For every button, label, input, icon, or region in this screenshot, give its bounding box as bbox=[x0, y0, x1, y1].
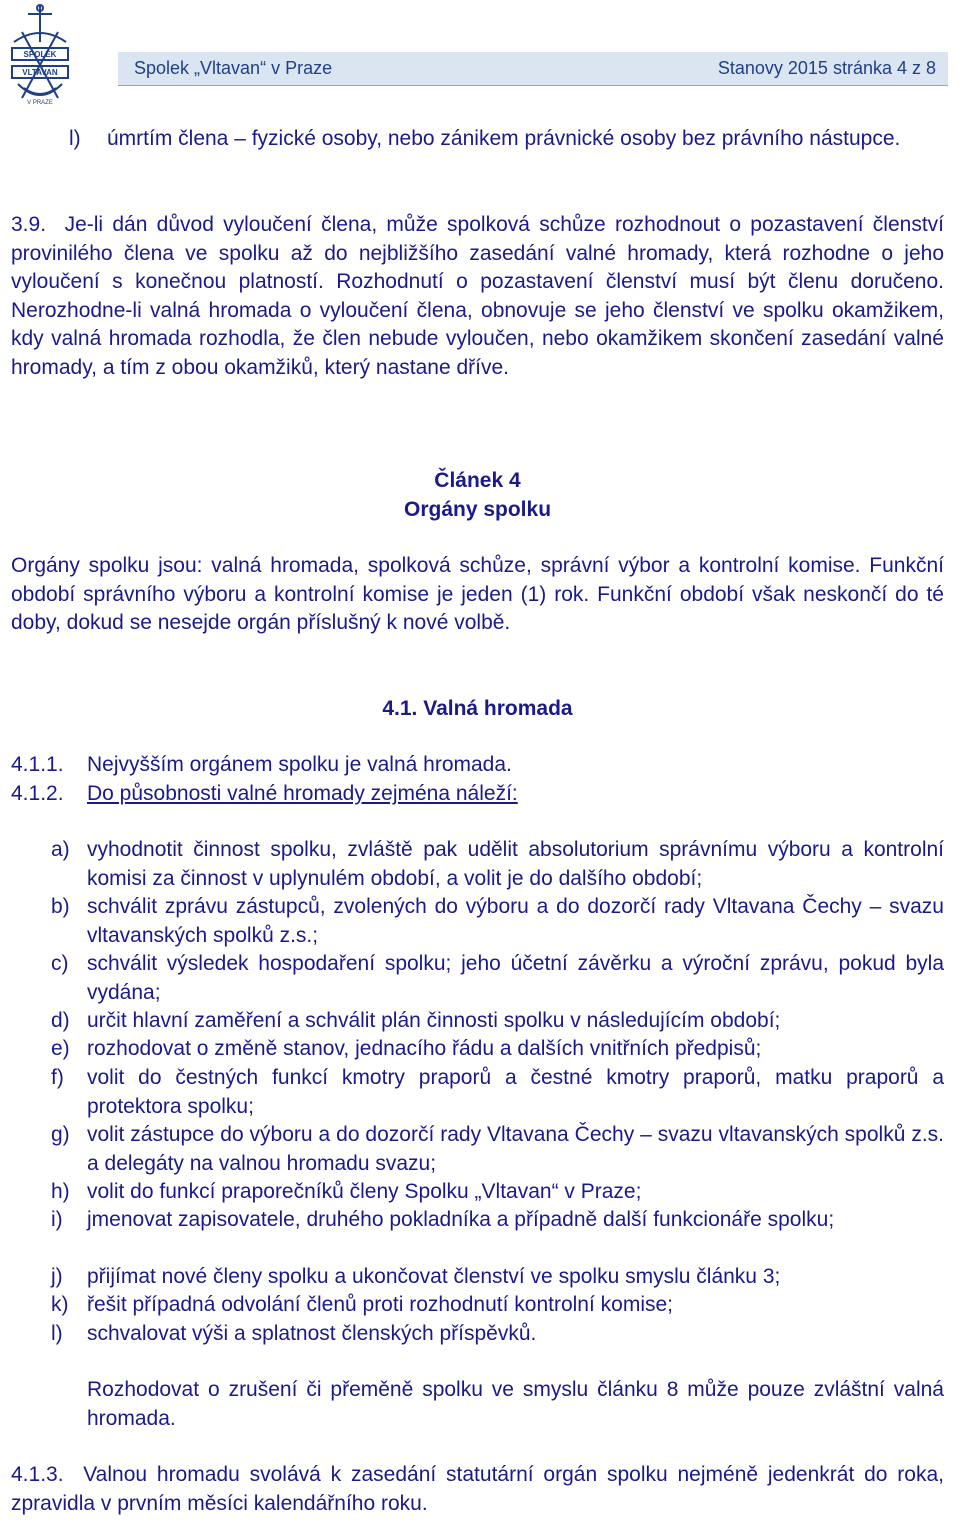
list-item-text: volit do čestných funkcí kmotry praporů a čestné kmotry praporů, matku praporů a protektora spolku; bbox=[87, 1066, 944, 1118]
list-item-text: přijímat nové členy spolku a ukončovat členství ve spolku smyslu článku 3; bbox=[87, 1265, 781, 1288]
list-item-text: volit do funkcí praporečníků členy Spolku „Vltavan“ v Praze; bbox=[87, 1180, 642, 1203]
section-4-1-title: 4.1. Valná hromada bbox=[382, 697, 573, 720]
paragraph-3-9 bbox=[11, 211, 944, 382]
clause-text: Valnou hromadu svolává k zasedání statutární orgán spolku nejméně jedenkrát do roka, zpravidla v prvním měsíci kalendářního roku. bbox=[11, 1463, 944, 1515]
list-item-label: c) bbox=[51, 952, 69, 975]
page-header bbox=[118, 52, 948, 86]
list-item-label: k) bbox=[51, 1293, 69, 1316]
list-item-text: volit zástupce do výboru a do dozorčí rady Vltavana Čechy – svazu vltavanských spolků z.s. a delegáty na valnou hromadu svazu; bbox=[87, 1123, 944, 1175]
list-item-text: schvalovat výši a splatnost členských příspěvků. bbox=[87, 1322, 537, 1345]
list-item-label: l) bbox=[51, 1322, 63, 1345]
list-item-label: i) bbox=[51, 1208, 63, 1231]
note-text: Rozhodovat o zrušení či přeměně spolku ve smyslu článku 8 může pouze zvláštní valná hromada. bbox=[87, 1378, 944, 1430]
list-item-label: e) bbox=[51, 1037, 70, 1060]
list-item-label: b) bbox=[51, 895, 70, 918]
paragraph-label: 3.9. bbox=[11, 213, 47, 236]
list-item-text: řešit případná odvolání členů proti rozhodnutí kontrolní komise; bbox=[87, 1293, 674, 1316]
list-item-text: rozhodovat o změně stanov, jednacího řádu a dalších vnitřních předpisů; bbox=[87, 1037, 762, 1060]
list-item-text: určit hlavní zaměření a schválit plán činnosti spolku v následujícím období; bbox=[87, 1009, 781, 1032]
header-org-name: Spolek „Vltavan“ v Praze bbox=[134, 58, 333, 78]
list-item-label: l) bbox=[69, 127, 81, 150]
svg-text:V PRAZE: V PRAZE bbox=[27, 100, 53, 106]
clause-label: 4.1.1. bbox=[11, 753, 64, 776]
list-item-text: úmrtím člena – fyzické osoby, nebo zánikem právnické osoby bez právního nástupce. bbox=[107, 127, 901, 150]
list-item-text: jmenovat zapisovatele, druhého pokladníka a případně další funkcionáře spolku; bbox=[87, 1208, 835, 1231]
list-item-label: g) bbox=[51, 1123, 70, 1146]
clause-text: Nejvyšším orgánem spolku je valná hromada. bbox=[87, 753, 512, 776]
article-number: Článek 4 bbox=[434, 469, 521, 492]
list-item-label: a) bbox=[51, 838, 70, 861]
clause-text: Do působnosti valné hromady zejména náleží: bbox=[87, 782, 518, 805]
list-item-text: schválit zprávu zástupců, zvolených do výboru a do dozorčí rady Vltavana Čechy – svazu vltavanských spolků z.s.; bbox=[87, 895, 944, 947]
article-4-intro: Orgány spolku jsou: valná hromada, spolková schůze, správní výbor a kontrolní komise. Funkční období správního výboru a kontrolní komise je jeden (1) rok. Funkční období však neskončí do té doby, dokud se nesejde orgán příslušný k nové volbě. bbox=[11, 554, 944, 634]
list-item-label: j) bbox=[51, 1265, 63, 1288]
list-item-text: vyhodnotit činnost spolku, zvláště pak udělit absolutorium správnímu výboru a kontrolní komisi za činnost v uplynulém období, a volit je do dalšího období; bbox=[87, 838, 944, 890]
article-title: Orgány spolku bbox=[403, 498, 552, 521]
header-page-info: Stanovy 2015 stránka 4 z 8 bbox=[717, 58, 936, 78]
list-item-label: d) bbox=[51, 1009, 70, 1032]
svg-text:SPOLEK: SPOLEK bbox=[23, 50, 57, 59]
svg-text:VLTAVAN: VLTAVAN bbox=[22, 68, 58, 77]
paragraph-text: Je-li dán důvod vyloučení člena, může spolková schůze rozhodnout o pozastavení členství provinilého člena ve spolku až do nejbližšího zasedání valné hromady, která rozhodne o jeho vyloučení s konečnou platností. Rozhodnutí o pozastavení členství musí být členu doručeno. Nerozhodne-li valná hromada o vyloučení člena, obnovuje se jeho členství ve spolku okamžikem, kdy valná hromada rozhodla, že člen nebude vyloučen, nebo okamžikem skončení zasedání valné hromady, a tím z obou okamžiků, který nastane dříve. bbox=[11, 213, 944, 379]
list-item-label: f) bbox=[51, 1066, 64, 1089]
list-item-text: schválit výsledek hospodaření spolku; jeho účetní závěrku a výroční zprávu, pokud byla vydána; bbox=[87, 952, 944, 1004]
clause-label: 4.1.2. bbox=[11, 782, 64, 805]
spolek-logo bbox=[4, 2, 76, 110]
list-item-label: h) bbox=[51, 1180, 70, 1203]
clause-4-1-3 bbox=[11, 1461, 944, 1518]
clause-label: 4.1.3. bbox=[11, 1463, 64, 1486]
